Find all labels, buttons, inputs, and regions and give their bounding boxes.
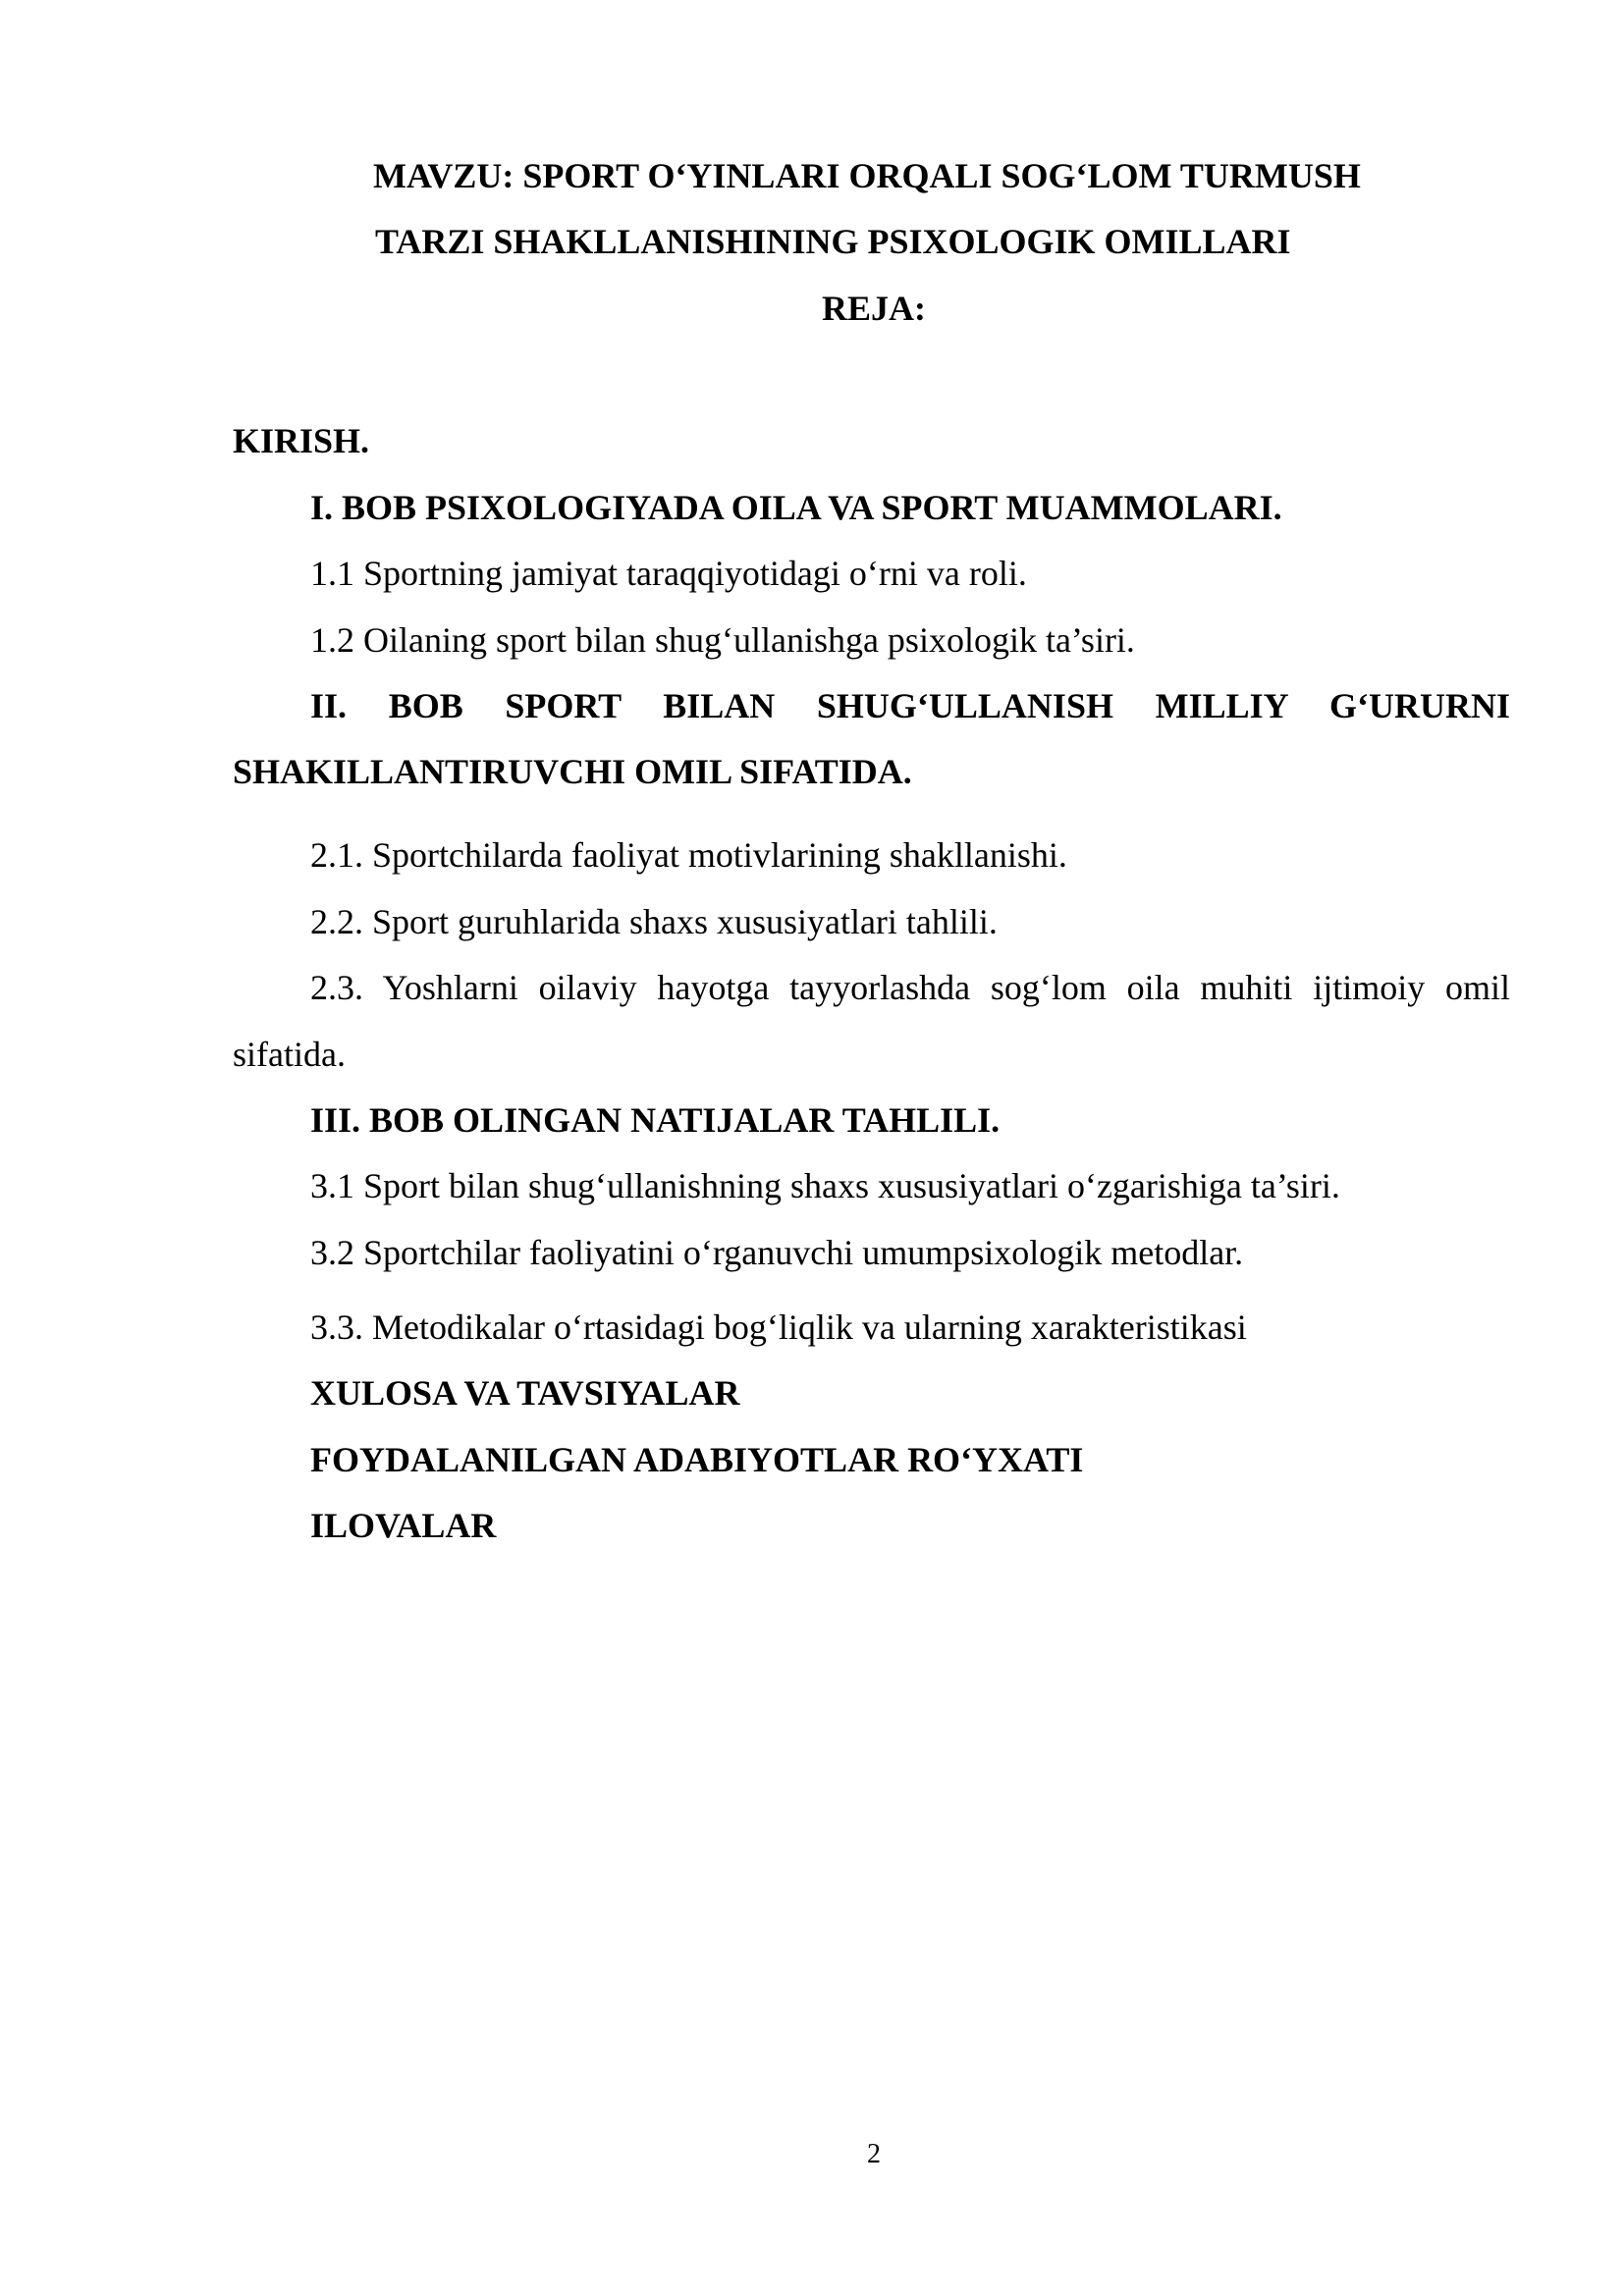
- toc-appendices: ILOVALAR: [310, 1506, 497, 1545]
- chapter-3-heading: III. BOB OLINGAN NATIJALAR TAHLILI.: [310, 1100, 1001, 1140]
- section-2-1: 2.1. Sportchilarda faoliyat motivlarining shakllanishi.: [310, 835, 1067, 875]
- chapter-1-heading: I. BOB PSIXOLOGIYADA OILA VA SPORT MUAMMOLARI.: [310, 488, 1282, 527]
- section-3-1: 3.1 Sport bilan shug‘ullanishning shaxs xususiyatlari o‘zgarishiga ta’siri.: [310, 1166, 1340, 1205]
- toc-references: FOYDALANILGAN ADABIYOTLAR RO‘YXATI: [310, 1440, 1084, 1479]
- section-1-2: 1.2 Oilaning sport bilan shug‘ullanishga psixologik ta’siri.: [310, 620, 1135, 660]
- section-1-1: 1.1 Sportning jamiyat taraqqiyotidagi o‘rni va roli.: [310, 554, 1027, 593]
- chapter-2-heading-line-1: II. BOB SPORT BILAN SHUG‘ULLANISH MILLIY G‘URURNI: [310, 686, 1510, 725]
- section-2-3-line-2: sifatida.: [233, 1035, 346, 1074]
- section-2-3-line-1: 2.3. Yoshlarni oilaviy hayotga tayyorlashda sog‘lom oila muhiti ijtimoiy omil: [310, 968, 1510, 1007]
- toc-intro: KIRISH.: [233, 421, 370, 460]
- title-line-2: TARZI SHAKLLANISHINING PSIXOLOGIK OMILLARI: [375, 222, 1291, 261]
- section-3-2: 3.2 Sportchilar faoliyatini o‘rganuvchi umumpsixologik metodlar.: [310, 1233, 1244, 1272]
- title-line-1: MAVZU: SPORT O‘YINLARI ORQALI SOG‘LOM TURMUSH: [373, 156, 1361, 195]
- page-number: 2: [867, 2139, 881, 2169]
- toc-conclusion: XULOSA VA TAVSIYALAR: [310, 1373, 740, 1413]
- section-3-3: 3.3. Metodikalar o‘rtasidagi bog‘liqlik va ularning xarakteristikasi: [310, 1308, 1247, 1347]
- plan-heading: REJA:: [822, 289, 926, 328]
- chapter-2-heading-line-2: SHAKILLANTIRUVCHI OMIL SIFATIDA.: [233, 752, 912, 791]
- section-2-2: 2.2. Sport guruhlarida shaxs xususiyatlari tahlili.: [310, 902, 998, 941]
